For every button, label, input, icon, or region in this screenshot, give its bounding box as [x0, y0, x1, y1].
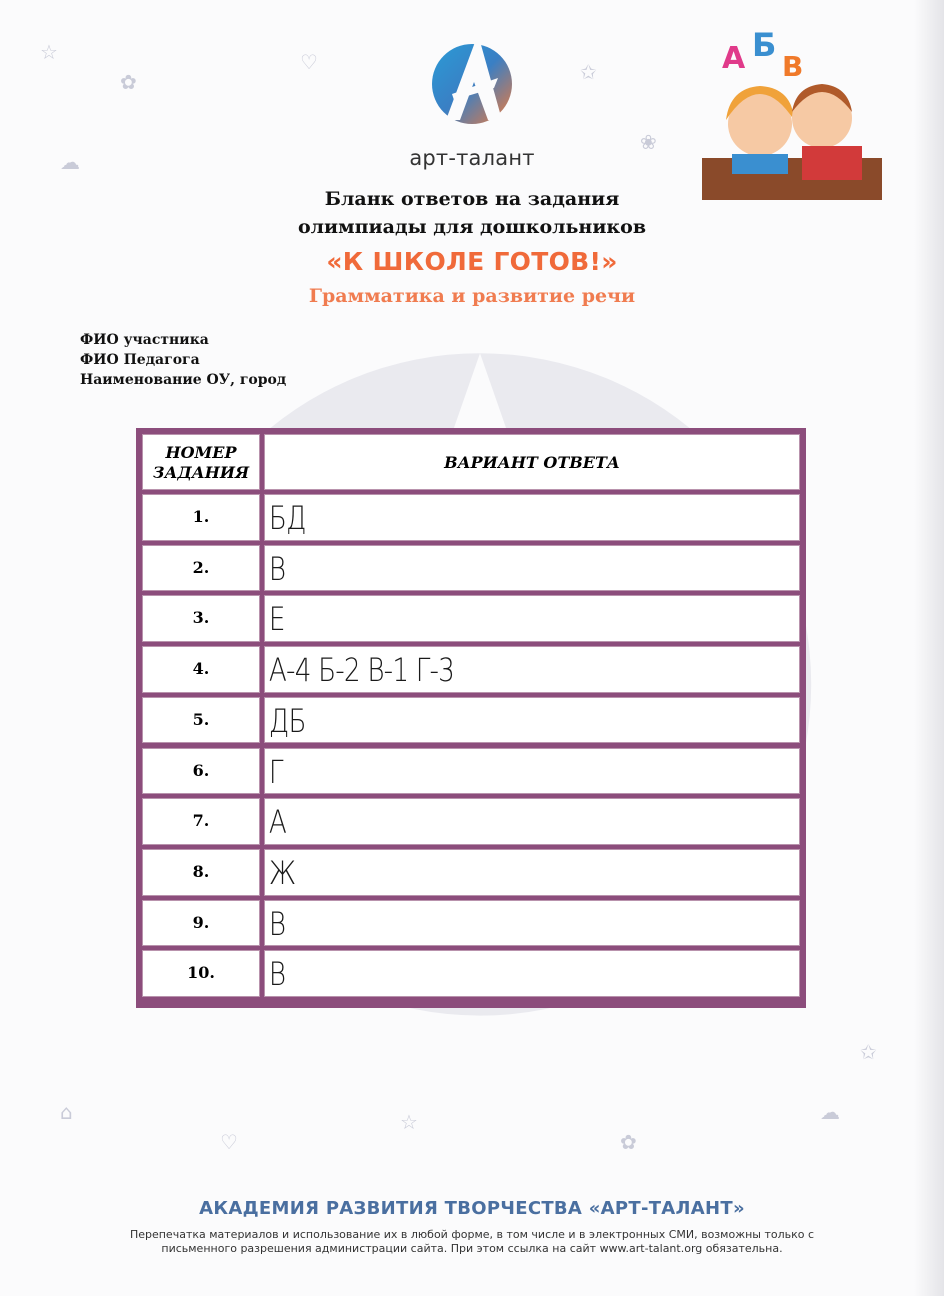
letter-b: Б — [752, 28, 777, 64]
doodle-house-icon: ⌂ — [60, 1100, 73, 1124]
handwritten-answer: А — [268, 803, 287, 842]
doodle-heart-icon: ♡ — [220, 1130, 238, 1154]
subject-title: Грамматика и развитие речи — [308, 285, 636, 307]
brand-name: арт-талант — [409, 146, 535, 170]
task-number: 3. — [192, 608, 210, 628]
handwritten-answer: ДБ — [268, 701, 306, 740]
column-header-number-line1: НОМЕР — [165, 443, 237, 462]
participant-fields — [80, 330, 286, 390]
sheet-title-line2: олимпиады для дошкольников — [297, 216, 647, 238]
task-number: 10. — [187, 963, 215, 983]
handwritten-answer: БД — [268, 499, 306, 537]
doodle-flower-icon: ❀ — [640, 130, 657, 154]
handwritten-answer: Ж — [268, 853, 296, 892]
sheet-title-line1: Бланк ответов на задания — [324, 188, 620, 210]
letter-v: В — [782, 50, 804, 83]
school-city-label: Наименование ОУ, город — [80, 372, 287, 388]
column-header-number — [142, 434, 260, 490]
handwritten-answer: А-4 Б-2 В-1 Г-3 — [268, 651, 455, 690]
doodle-star-icon: ☆ — [40, 40, 58, 64]
task-number: 2. — [192, 557, 210, 577]
task-number: 6. — [192, 760, 210, 780]
handwritten-answer: Е — [268, 600, 285, 639]
art-talant-logo-icon — [422, 28, 522, 128]
doodle-flower-icon: ✿ — [120, 70, 137, 94]
doodle-star-icon: ✩ — [860, 1040, 877, 1064]
task-number: 8. — [192, 861, 210, 881]
task-number: 7. — [192, 811, 210, 831]
column-header-answer: ВАРИАНТ ОТВЕТА — [264, 434, 800, 490]
answer-table — [136, 428, 806, 1008]
handwritten-answer: В — [268, 549, 286, 588]
task-number: 9. — [192, 912, 210, 932]
copyright-notice: Перепечатка материалов и использование их в любой форме, в том числе и в электронных СМИ, возможны только с письменного разрешения администрации сайта. При этом ссылка на сайт www.art-talant.org обязательна. — [129, 1228, 815, 1255]
letter-a: А — [722, 41, 746, 76]
doodle-star-icon: ✩ — [580, 60, 597, 84]
task-number: 5. — [192, 709, 210, 729]
doodle-cloud-icon: ☁ — [60, 150, 80, 174]
column-header-number-line2: ЗАДАНИЯ — [152, 463, 250, 482]
doodle-star-icon: ☆ — [400, 1110, 418, 1134]
task-number: 1. — [192, 507, 210, 526]
doodle-heart-icon: ♡ — [300, 50, 318, 74]
handwritten-answer: В — [268, 904, 286, 943]
teacher-name-label: ФИО Педагога — [80, 352, 200, 368]
academy-name: АКАДЕМИЯ РАЗВИТИЯ ТВОРЧЕСТВА «АРТ-ТАЛАНТ» — [199, 1198, 745, 1219]
task-number: 4. — [192, 659, 210, 679]
handwritten-answer: В — [268, 955, 286, 994]
doodle-cloud-icon: ☁ — [820, 1100, 840, 1124]
handwritten-answer: Г — [268, 752, 283, 791]
participant-name-label: ФИО участника — [80, 332, 209, 348]
doodle-flower-icon: ✿ — [620, 1130, 637, 1154]
kids-reading-illustration-icon — [702, 28, 882, 200]
olympiad-title: «К ШКОЛЕ ГОТОВ!» — [326, 247, 618, 276]
